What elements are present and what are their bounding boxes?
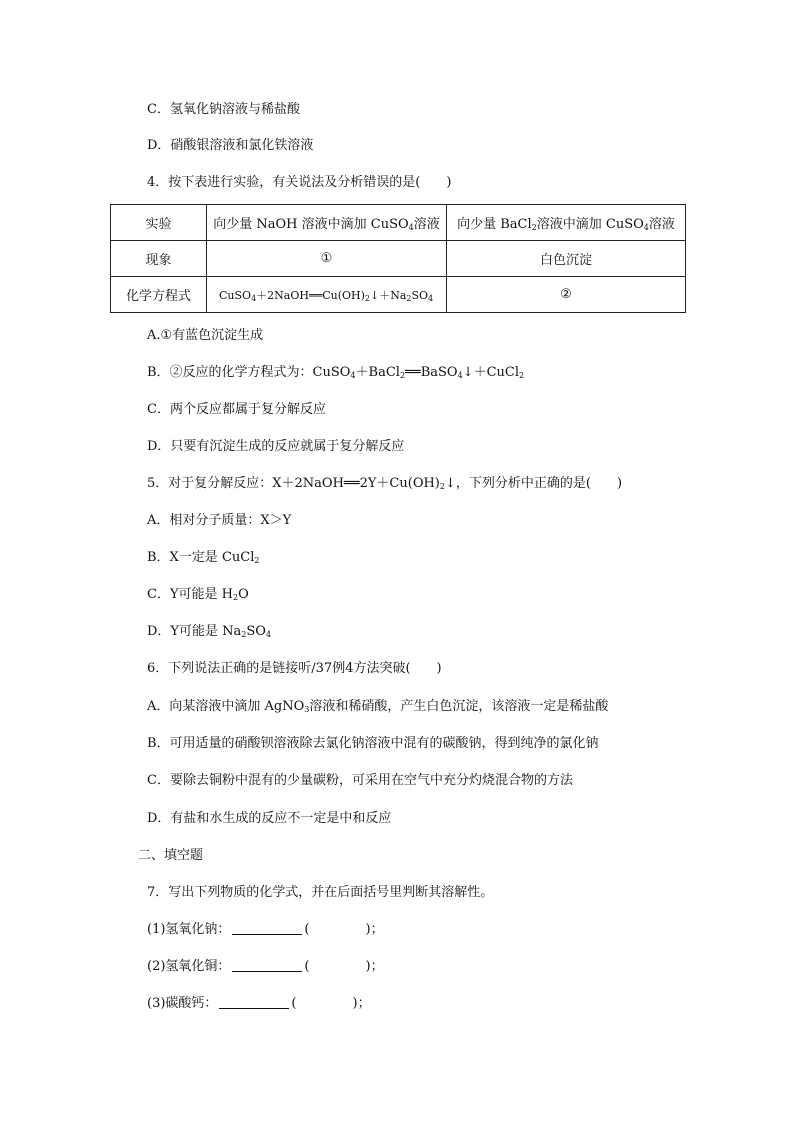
subscript: 2 (531, 223, 537, 232)
q6-option-a (147, 698, 608, 716)
text: B．X一定是 CuCl (147, 550, 255, 565)
text: ＋BaCl (355, 365, 400, 380)
q5-option-d (147, 623, 271, 641)
cell-text: ＋2NaOH══Cu(OH) (256, 288, 365, 302)
table-cell: ② (447, 277, 686, 313)
cell-text: 溶液 (413, 217, 440, 232)
table-row (111, 241, 686, 277)
subscript: 3 (304, 705, 310, 714)
text: ( (304, 959, 310, 974)
subscript: 2 (241, 630, 247, 639)
q4-option-d: D．只要有沉淀生成的反应就属于复分解反应 (147, 439, 405, 454)
experiment-table (110, 204, 686, 313)
text: 溶液和稀硝酸，产生白色沉淀，该溶液一定是稀盐酸 (309, 699, 609, 714)
q7-item-3 (147, 995, 371, 1013)
cell-text: 溶液中滴加 CuSO (536, 217, 644, 232)
table-cell (207, 205, 447, 241)
text: B．②反应的化学方程式为：CuSO (147, 365, 351, 380)
subscript: 2 (439, 482, 445, 491)
q6-option-c: C．要除去铜粉中混有的少量碳粉，可采用在空气中充分灼烧混合物的方法 (147, 773, 573, 788)
q4-option-c: C．两个反应都属于复分解反应 (147, 402, 326, 417)
q6-option-d: D．有盐和水生成的反应不一定是中和反应 (147, 811, 392, 826)
text: A．向某溶液中滴加 AgNO (147, 699, 305, 714)
text: C．Y可能是 H (147, 587, 233, 602)
question-7: 7．写出下列物质的化学式，并在后面括号里判断其溶解性。 (147, 885, 494, 900)
q7-item-1 (147, 921, 384, 939)
subscript: 2 (233, 593, 239, 602)
subscript: 4 (350, 371, 356, 380)
text: SO (246, 624, 266, 639)
subscript: 2 (519, 371, 525, 380)
table-cell-equation (207, 277, 447, 313)
text: )； (352, 996, 371, 1011)
subscript: 2 (254, 556, 260, 565)
text: (1)氢氧化钠： (147, 922, 231, 937)
table-cell: 现象 (111, 241, 207, 277)
section-heading: 二、填空题 (138, 848, 204, 863)
cell-text: 向少量 NaOH 溶液中滴加 CuSO (213, 217, 409, 232)
text: )； (365, 922, 384, 937)
text: ══BaSO (405, 365, 458, 380)
answer-blank[interactable] (232, 959, 302, 972)
text: ( (291, 996, 297, 1011)
subscript: 4 (457, 371, 463, 380)
table-cell: 白色沉淀 (447, 241, 686, 277)
q3-option-c: C．氢氧化钠溶液与稀盐酸 (147, 102, 300, 117)
text: ↓，下列分析中正确的是( ) (444, 476, 623, 491)
q3-option-d: D．硝酸银溶液和氯化铁溶液 (147, 138, 314, 153)
cell-text: 向少量 BaCl (457, 217, 532, 232)
table-row (111, 277, 686, 313)
text: ↓＋CuCl (462, 365, 519, 380)
subscript: 4 (408, 223, 414, 232)
subscript: 4 (265, 630, 272, 639)
answer-blank[interactable] (219, 996, 289, 1009)
text: D．Y可能是 Na (147, 624, 242, 639)
table-cell: 化学方程式 (111, 277, 207, 313)
table-cell (447, 205, 686, 241)
cell-text: ↓＋Na (369, 288, 407, 302)
table-cell: 实验 (111, 205, 207, 241)
subscript: 2 (399, 371, 406, 380)
answer-blank[interactable] (232, 922, 302, 935)
q6-option-b: B．可用适量的硝酸钡溶液除去氯化钠溶液中混有的碳酸钠，得到纯净的氯化钠 (147, 736, 599, 751)
question-4: 4．按下表进行实验，有关说法及分析错误的是( ) (147, 175, 452, 190)
text: (2)氢氧化铜： (147, 959, 231, 974)
q5-option-b (147, 549, 259, 567)
subscript: 4 (643, 223, 649, 232)
cell-text: SO (411, 288, 429, 302)
subscript: 2 (406, 293, 412, 303)
cell-text: 溶液 (648, 217, 675, 232)
cell-text: CuSO (219, 288, 252, 302)
text: 5．对于复分解反应：X＋2NaOH══2Y＋Cu(OH) (147, 476, 440, 491)
q5-option-c (147, 586, 249, 604)
q4-option-a: A.①有蓝色沉淀生成 (147, 328, 264, 343)
table-row (111, 205, 686, 241)
q4-option-b (147, 364, 524, 382)
text: O (238, 587, 249, 602)
q7-item-2 (147, 958, 384, 976)
subscript: 4 (251, 293, 257, 303)
question-6: 6．下列说法正确的是链接听/37例4方法突破( ) (147, 661, 442, 676)
text: ( (304, 922, 310, 937)
subscript: 2 (364, 293, 370, 303)
table-cell: ① (207, 241, 447, 277)
text: (3)碳酸钙： (147, 996, 218, 1011)
q5-option-a: A．相对分子质量：X＞Y (147, 513, 292, 528)
text: )； (365, 959, 384, 974)
subscript: 4 (428, 293, 434, 303)
question-5 (147, 475, 622, 493)
